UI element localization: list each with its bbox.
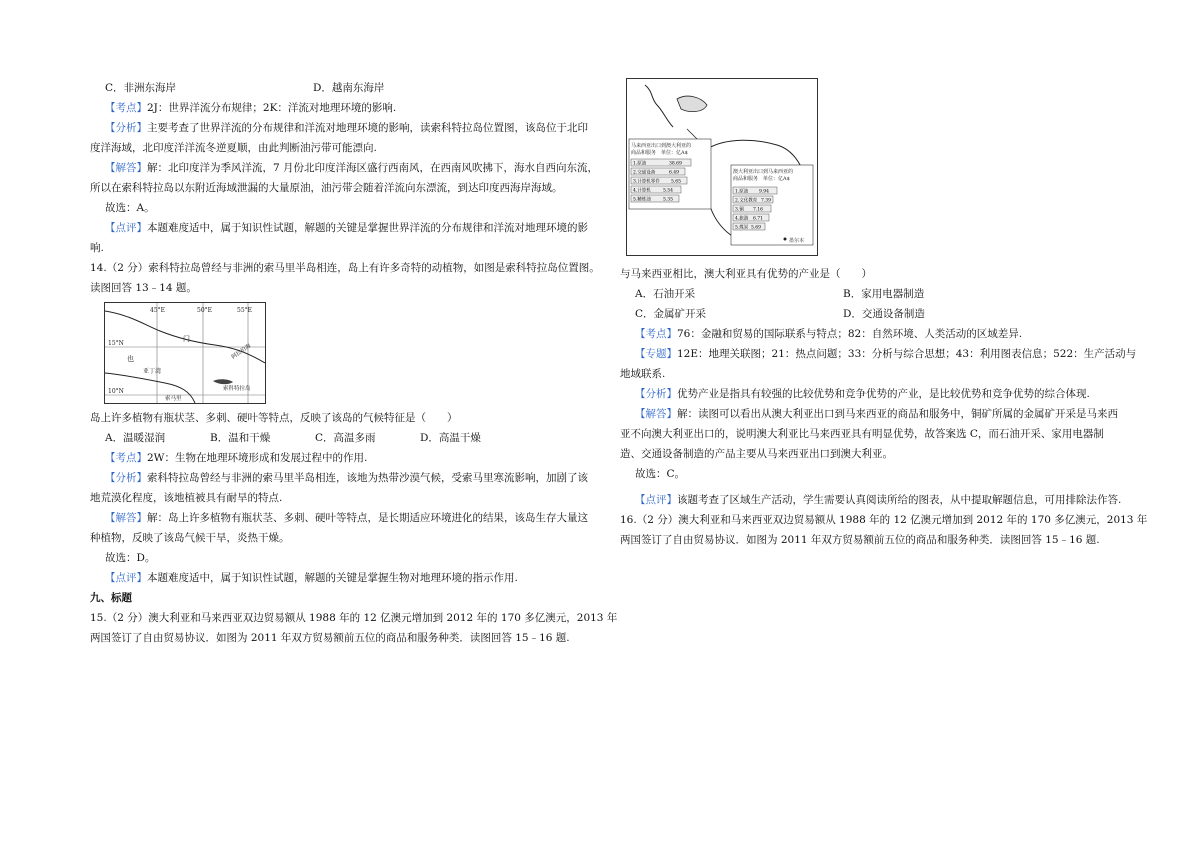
jieda-tag: 【解答】 <box>105 512 147 524</box>
dianping-tag: 【点评】 <box>105 222 147 234</box>
kaodian-tag: 【考点】 <box>105 452 147 464</box>
left-item-value-3: 5.65 <box>671 179 682 185</box>
left-item-value-4: 5.54 <box>663 188 674 194</box>
left-column <box>90 78 618 648</box>
fenxi-tag: 【分析】 <box>105 122 147 134</box>
melbourne-label: 墨尔本 <box>789 238 805 244</box>
map-label-somalia: 索马里 <box>165 396 182 402</box>
q15-stem-line2: 两国签订了自由贸易协议．如图为 2011 年双方贸易额前五位的商品和服务种类．读图回答 15﹣16 题. <box>90 632 570 644</box>
box-left-title-1: 马来西亚出口到澳大利亚的 <box>631 143 692 149</box>
q13-options-cd <box>90 78 590 98</box>
q13-fenxi-line1 <box>90 118 590 138</box>
q13-fenxi-text1: 主要考查了世界洋流的分布规律和洋流对地理环境的影响，读索科特拉岛位置图，该岛位于北印 <box>147 122 588 134</box>
q13-jieda-line1 <box>90 158 599 178</box>
right-item-label-1: 1.原油 <box>735 189 749 195</box>
q15-option-c: C．金属矿开采 <box>635 308 707 320</box>
q14-jieda-line1 <box>90 508 590 528</box>
q15-options-cd <box>620 304 1120 324</box>
melbourne-dot <box>784 238 787 241</box>
malay-peninsula-shape <box>645 85 673 127</box>
q13-answer: 故选：A。 <box>105 202 155 214</box>
right-item-value-4: 6.71 <box>753 216 764 222</box>
q15-zhuanti-text1: 12E：地理关联图；21：热点问题；33：分析与综合思想；43：利用图表信息；522：生产活动与 <box>677 348 1137 360</box>
box-right-title-1: 澳大利亚出口到马来西亚的 <box>733 169 794 175</box>
dianping-tag: 【点评】 <box>635 494 677 506</box>
left-item-label-5: 5.精炼油 <box>633 197 651 203</box>
left-item-label-1: 1.原油 <box>633 161 647 167</box>
q15-jieda-line1 <box>620 404 1120 424</box>
section-nine-heading: 九、标题 <box>90 592 132 604</box>
left-item-value-5: 5.35 <box>663 197 674 203</box>
q14-option-a: A．温暖湿润 <box>105 432 166 444</box>
left-item-label-4: 4.计算机 <box>633 188 651 194</box>
lon-label-55: 55°E <box>237 307 253 314</box>
right-item-value-1: 9.94 <box>759 189 770 195</box>
q14-stem-line2: 读图回答 13﹣14 题。 <box>90 282 197 294</box>
australia-malaysia-trade-figure <box>626 78 818 256</box>
q15-dianping-text: 该题考查了区域生产活动，学生需要认真阅读所给的图表，从中提取解题信息，可用排除法作答. <box>677 494 1122 506</box>
q14-stem-line1: 14.（2 分）索科特拉岛曾经与非洲的索马里半岛相连，岛上有许多奇特的动植物，如图是索科特拉岛位置图。 <box>90 262 600 274</box>
q14-dianping-text: 本题难度适中，属于知识性试题，解题的关键是掌握生物对地理环境的指示作用. <box>147 572 518 584</box>
q15-zhuanti-line1 <box>620 344 1137 364</box>
borneo-shape <box>677 96 707 112</box>
q15-options-ab <box>620 284 1120 304</box>
q15-jieda-text1: 解：读图可以看出从澳大利亚出口到马来西亚的商品和服务中，铜矿所属的金属矿开采是马来西 <box>677 408 1118 420</box>
dianping-tag: 【点评】 <box>105 572 147 584</box>
jieda-tag: 【解答】 <box>105 162 147 174</box>
q15-stem-line1: 15.（2 分）澳大利亚和马来西亚双边贸易额从 1988 年的 12 亿澳元增加到 2012 年的 170 多亿澳元，2013 年 <box>90 612 618 624</box>
right-item-value-3: 7.16 <box>753 207 764 213</box>
q14-question: 岛上许多植物有瓶状茎、多刺、硬叶等特点，反映了该岛的气候特征是（ ） <box>90 412 458 424</box>
socotra-island-shape <box>213 379 233 384</box>
q14-jieda-text1: 解：岛上许多植物有瓶状茎、多刺、硬叶等特点，是长期适应环境进化的结果，该岛生存大量这 <box>147 512 588 524</box>
q15-option-a: A．石油开采 <box>635 288 696 300</box>
fenxi-tag: 【分析】 <box>635 388 677 400</box>
q16-stem-line2: 两国签订了自由贸易协议．如图为 2011 年双方贸易额前五位的商品和服务种类．读图回答 15﹣16 题. <box>620 534 1100 546</box>
q14-option-c: C．高温多雨 <box>315 432 376 444</box>
kaodian-tag: 【考点】 <box>105 102 147 114</box>
q14-option-b: B．温和干燥 <box>210 432 271 444</box>
q14-answer: 故选：D。 <box>105 552 156 564</box>
q14-option-d: D．高温干燥 <box>420 432 481 444</box>
right-item-label-4: 4.旅游 <box>735 216 749 222</box>
trade-figure-svg <box>627 79 817 255</box>
q13-kaodian <box>90 98 590 118</box>
q13-option-c: C．非洲东海岸 <box>105 82 177 94</box>
q15-fenxi <box>620 384 1120 404</box>
q13-option-d: D．越南东海岸 <box>313 82 385 94</box>
q15-kaodian <box>620 324 1120 344</box>
q15-zhuanti-line2: 地域联系. <box>620 368 666 380</box>
q14-jieda-line2: 种植物，反映了该岛气候干旱，炎热干燥。 <box>90 532 290 544</box>
q14-fenxi-line2: 地荒漠化程度，该地植被具有耐旱的特点. <box>90 492 283 504</box>
left-item-value-2: 6.49 <box>669 170 680 176</box>
q14-fenxi-text1: 索科特拉岛曾经与非洲的索马里半岛相连，该地为热带沙漠气候，受索马里寒流影响，加剧了该 <box>147 472 588 484</box>
map-label-arabian-sea: 阿拉伯海 <box>230 343 253 361</box>
right-item-label-5: 5.煤炭 <box>735 225 749 231</box>
q15-kaodian-text: 76：金融和贸易的国际联系与特点；82：自然环境、人类活动的区域差异. <box>677 328 1023 340</box>
lon-label-50: 50°E <box>197 307 213 314</box>
zhuanti-tag: 【专题】 <box>635 348 677 360</box>
q15-option-b: B．家用电器制造 <box>843 288 925 300</box>
box-left-title-2: 商品和服务 单位：亿A$ <box>631 150 688 156</box>
q13-dianping-line1 <box>90 218 590 238</box>
lon-label-45: 45°E <box>150 307 166 314</box>
q14-kaodian <box>90 448 590 468</box>
lat-label-15: 15°N <box>108 340 124 347</box>
left-item-label-3: 3.计算机零件 <box>633 179 660 185</box>
lat-label-10: 10°N <box>108 388 124 395</box>
q15-question: 与马来西亚相比，澳大利亚具有优势的产业是（ ） <box>620 268 872 280</box>
left-item-label-2: 2.交通设备 <box>633 170 656 176</box>
q15-dianping <box>620 490 1120 510</box>
q13-dianping-text1: 本题难度适中，属于知识性试题，解题的关键是掌握世界洋流的分布规律和洋流对地理环境的影 <box>147 222 588 234</box>
q13-dianping-line2: 响. <box>90 242 104 254</box>
q13-fenxi-line2: 度洋海域，北印度洋洋流冬逆夏顺，由此判断油污带可能漂向. <box>90 142 377 154</box>
q14-options <box>90 428 590 448</box>
socotra-map-svg <box>105 303 265 403</box>
q13-jieda-line2: 所以在索科特拉岛以东附近海域泄漏的大量原油，油污带会随着洋流向东漂流，到达印度西海岸海域。 <box>90 182 563 194</box>
q14-kaodian-text: 2W：生物在地理环境形成和发展过程中的作用. <box>147 452 368 464</box>
q14-fenxi-line1 <box>90 468 590 488</box>
map-label-ye: 也 <box>127 355 134 363</box>
q15-option-d: D．交通设备制造 <box>843 308 925 320</box>
right-item-label-2: 2.文化教育 <box>735 198 758 204</box>
right-column <box>620 78 1148 550</box>
q13-jieda-text1: 解：北印度洋为季风洋流，7 月份北印度洋海区盛行西南风，在西南风吹拂下，海水自西向东流， <box>147 162 599 174</box>
q15-fenxi-text: 优势产业是指具有较强的比较优势和竞争优势的产业，是比较优势和竞争优势的综合体现. <box>677 388 1090 400</box>
right-item-label-3: 3.铜 <box>735 207 744 213</box>
jieda-tag: 【解答】 <box>635 408 677 420</box>
fenxi-tag: 【分析】 <box>105 472 147 484</box>
socotra-location-map <box>104 302 266 404</box>
right-item-value-2: 7.39 <box>761 198 772 204</box>
right-item-value-5: 5.69 <box>751 225 762 231</box>
q13-kaodian-text: 2J：世界洋流分布规律；2K：洋流对地理环境的影响. <box>147 102 397 114</box>
map-label-gulf-of-aden: 亚丁湾 <box>143 368 162 375</box>
kaodian-tag: 【考点】 <box>635 328 677 340</box>
q15-answer: 故选：C。 <box>635 468 686 480</box>
box-right-title-2: 商品和服务 单位：亿A$ <box>733 176 790 182</box>
left-item-value-1: 38.69 <box>669 161 682 167</box>
map-label-socotra: 索科特拉岛 <box>223 386 251 392</box>
q15-jieda-line3: 造、交通设备制造的产品主要从马来西亚出口到澳大利亚。 <box>620 448 893 460</box>
map-label-men: 门 <box>183 335 190 343</box>
q14-dianping <box>90 568 590 588</box>
q16-stem-line1: 16.（2 分）澳大利亚和马来西亚双边贸易额从 1988 年的 12 亿澳元增加到 2012 年的 170 多亿澳元，2013 年 <box>620 514 1148 526</box>
q15-jieda-line2: 亚不向澳大利亚出口的，说明澳大利亚比马来西亚具有明显优势，故答案选 C，而石油开采、家用电器制 <box>620 428 1104 440</box>
